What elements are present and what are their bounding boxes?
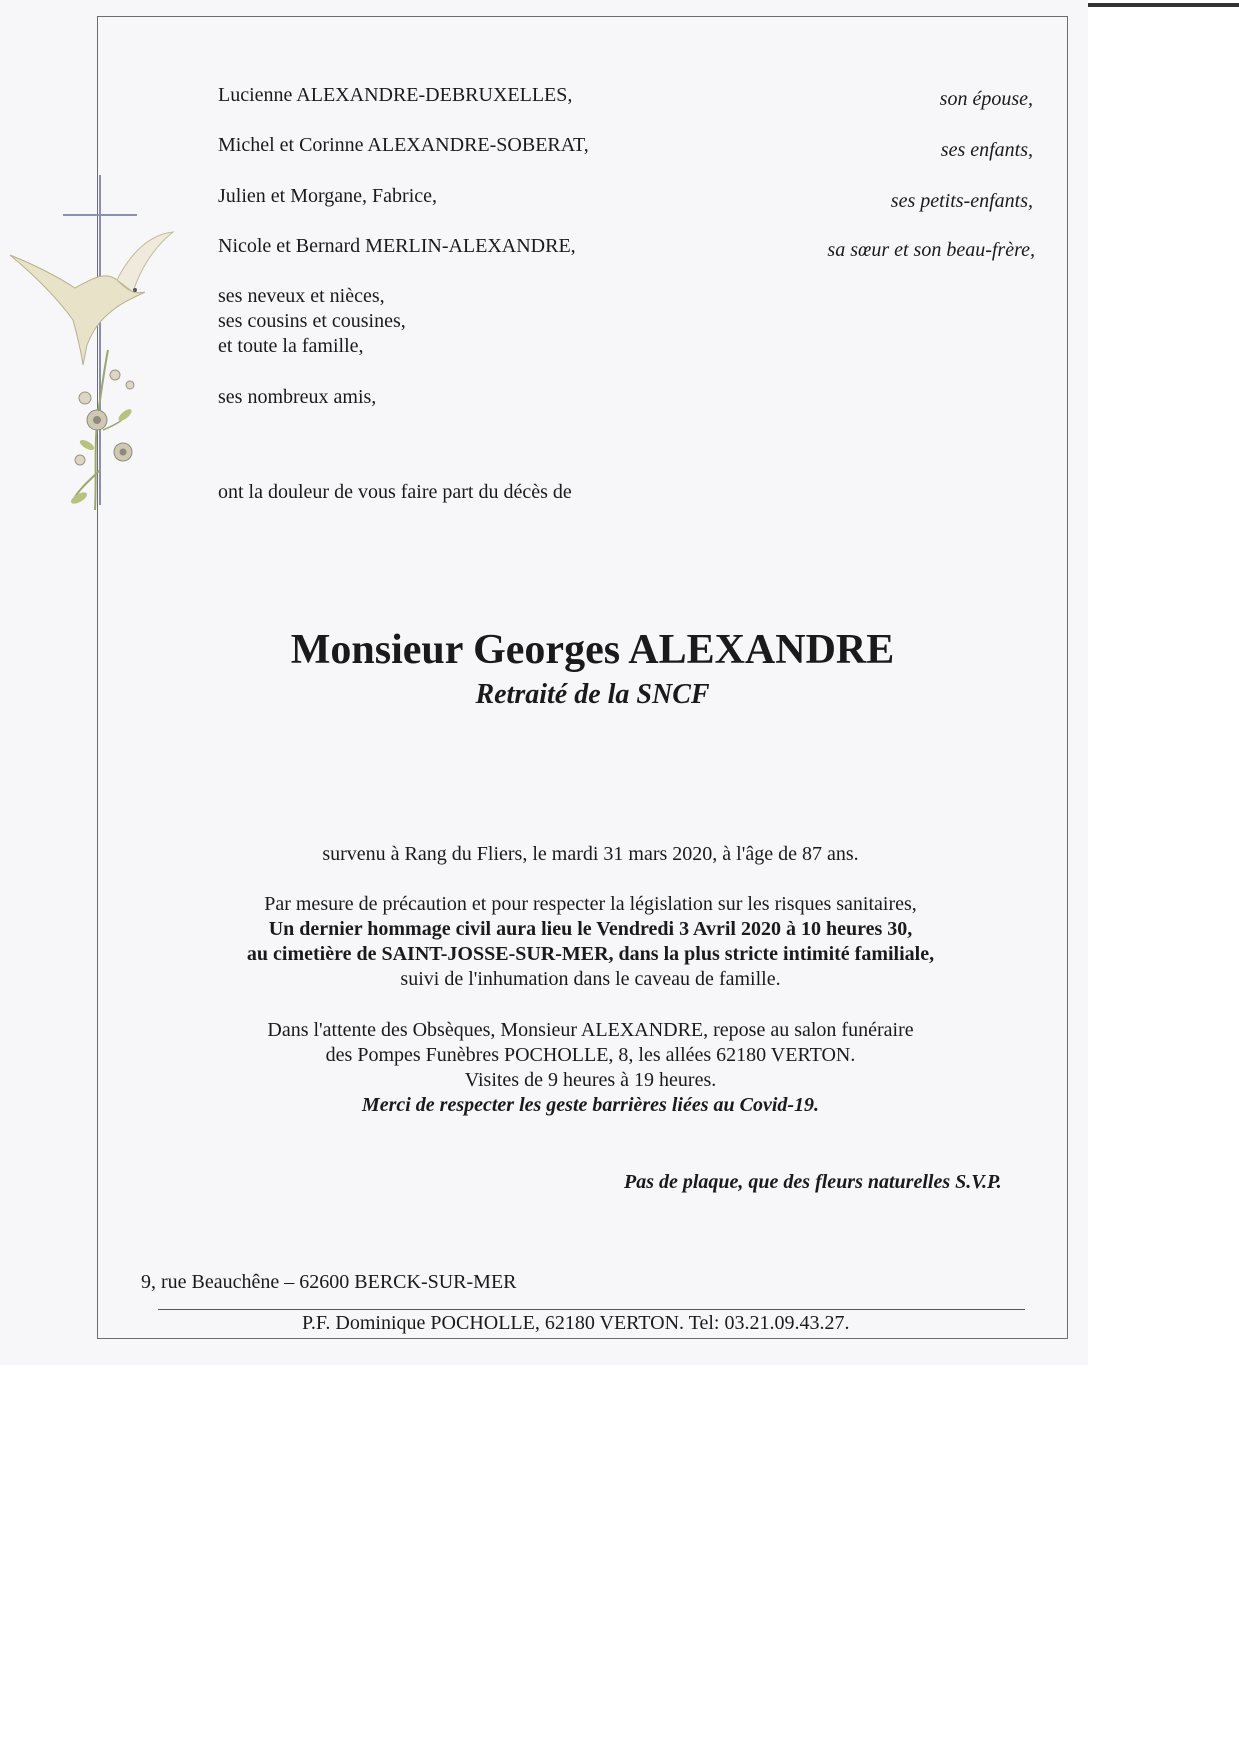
- extended-family-line: ses neveux et nièces,: [218, 285, 385, 307]
- family-name-grandchildren: Julien et Morgane, Fabrice,: [218, 185, 438, 207]
- family-name-sibling: Nicole et Bernard MERLIN-ALEXANDRE,: [218, 235, 576, 257]
- extended-family-line: ses cousins et cousines,: [218, 310, 406, 332]
- visitation-line: Visites de 9 heures à 19 heures.: [464, 1069, 717, 1091]
- family-name-children: Michel et Corinne ALEXANDRE-SOBERAT,: [218, 134, 589, 156]
- visitation-line: Dans l'attente des Obsèques, Monsieur ALEXANDRE, repose au salon funéraire: [267, 1019, 914, 1041]
- cross-dove-flower-icon: [5, 170, 175, 515]
- family-relation-grandchildren: ses petits-enfants,: [890, 190, 1033, 212]
- announcement-line: ont la douleur de vous faire part du décès de: [218, 481, 572, 503]
- ceremony-line: Un dernier hommage civil aura lieu le Vendredi 3 Avril 2020 à 10 heures 30,: [268, 918, 913, 940]
- friends-line: ses nombreux amis,: [218, 386, 377, 408]
- funeral-home-contact: P.F. Dominique POCHOLLE, 62180 VERTON. Tel: 03.21.09.43.27.: [302, 1312, 850, 1334]
- death-info: survenu à Rang du Fliers, le mardi 31 mars 2020, à l'âge de 87 ans.: [322, 843, 859, 865]
- family-relation-sibling: sa sœur et son beau-frère,: [827, 239, 1035, 261]
- deceased-name: Monsieur Georges ALEXANDRE: [290, 627, 895, 673]
- ceremony-line: Par mesure de précaution et pour respecter la législation sur les risques sanitaires,: [264, 893, 917, 915]
- ceremony-line: au cimetière de SAINT-JOSSE-SUR-MER, dans la plus stricte intimité familiale,: [246, 943, 935, 965]
- extended-family-line: et toute la famille,: [218, 335, 364, 357]
- covid-note: Merci de respecter les geste barrières liées au Covid-19.: [361, 1094, 820, 1116]
- footer-divider: [158, 1309, 1025, 1310]
- ceremony-line: suivi de l'inhumation dans le caveau de famille.: [400, 968, 781, 990]
- family-address: 9, rue Beauchêne – 62600 BERCK-SUR-MER: [141, 1271, 517, 1293]
- scan-edge-mark: [1088, 3, 1239, 7]
- deceased-title: Retraité de la SNCF: [475, 679, 710, 710]
- flowers-note: Pas de plaque, que des fleurs naturelles S.V.P.: [624, 1171, 1002, 1193]
- visitation-line: des Pompes Funèbres POCHOLLE, 8, les allées 62180 VERTON.: [325, 1044, 856, 1066]
- family-relation-spouse: son épouse,: [939, 88, 1033, 110]
- family-relation-children: ses enfants,: [940, 139, 1033, 161]
- family-name-spouse: Lucienne ALEXANDRE-DEBRUXELLES,: [218, 84, 573, 106]
